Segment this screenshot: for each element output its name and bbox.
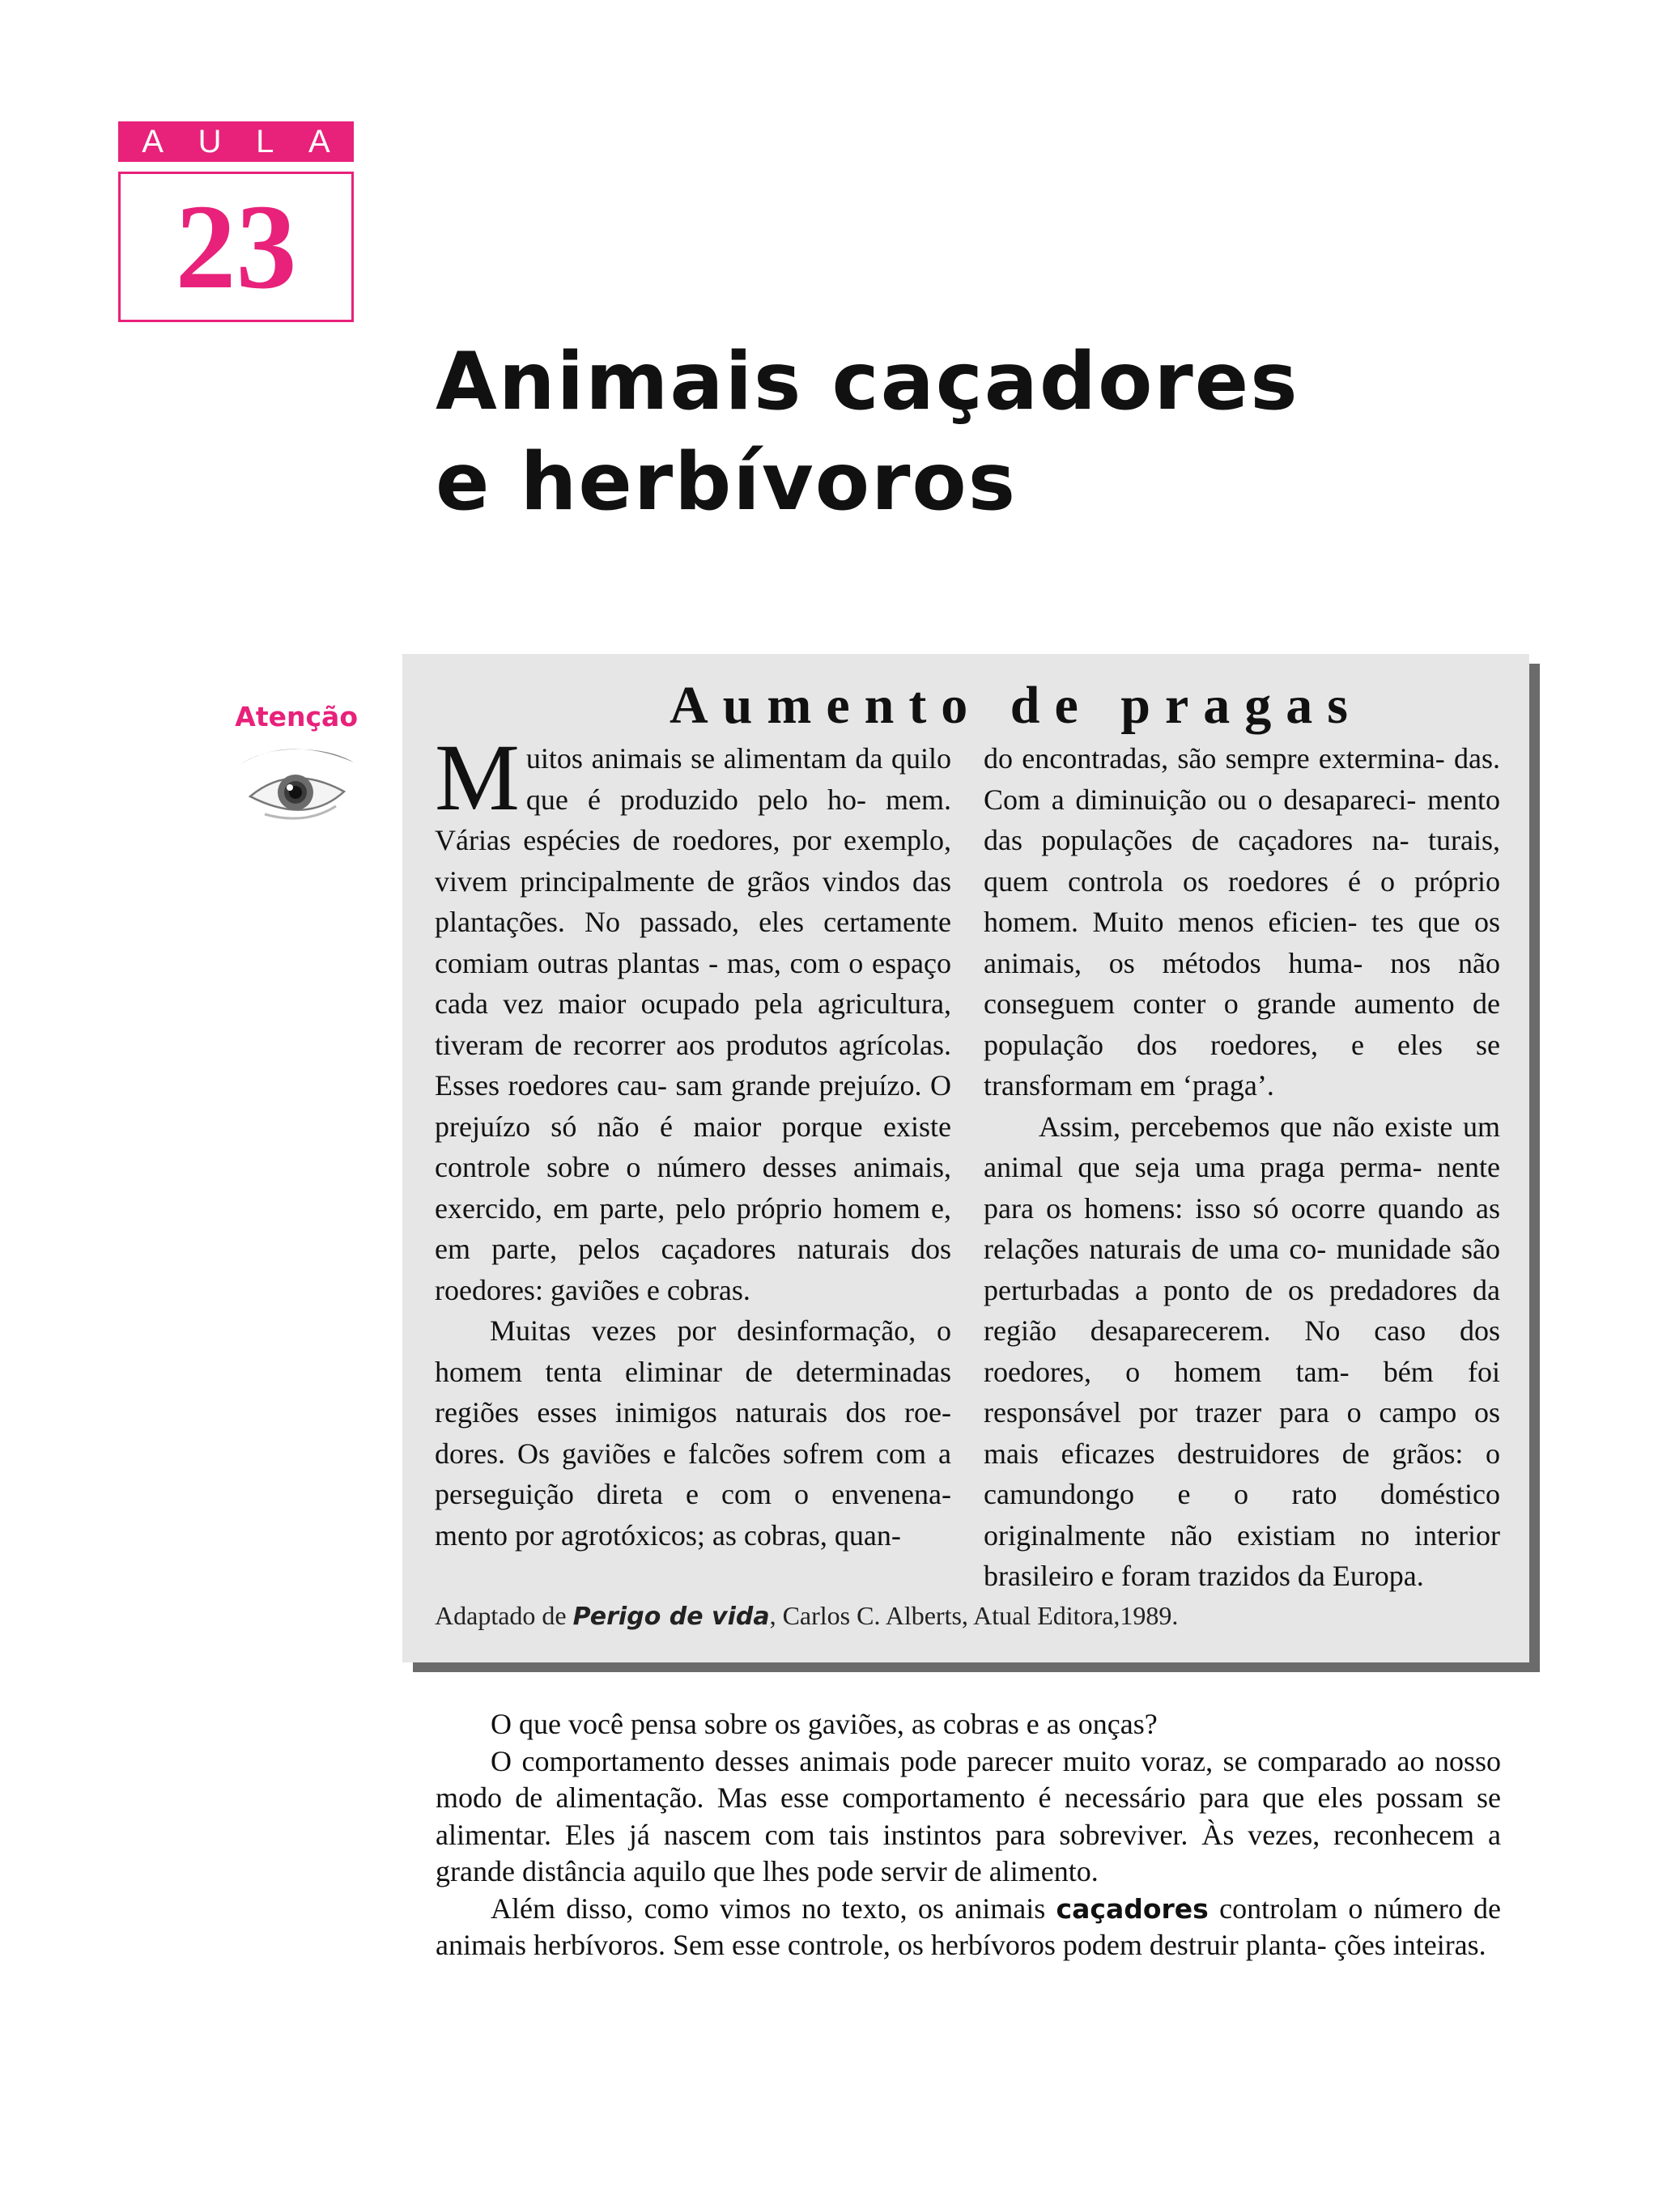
page-title-line-2: e herbívoros	[436, 436, 1018, 529]
box-title: Aumento de pragas	[669, 676, 1363, 735]
eye-icon	[232, 738, 358, 831]
box-paragraph-text: uitos animais se alimentam da quilo que é produzido pelo ho- mem. Várias espécies de roedores, por exemplo, vivem principalmente de grãos vindos das plantações. No passado, eles certamente comiam outras plantas - mas, com o espaço cada vez maior ocupado pela agricultura, tiveram de recorrer aos produtos agrícolas. Esses roedores cau- sam grande prejuízo. O prejuízo só não é maior porque existe controle sobre o número desses animais, exercido, em parte, pelo próprio homem e, em parte, pelos caçadores naturais dos roedores: gaviões e cobras.	[435, 742, 951, 1306]
body-text-segment: Além disso, como vimos no texto, os animais	[491, 1891, 1056, 1925]
box-paragraph: do encontradas, são sempre extermina- das. Com a diminuição ou o desapareci- mento das populações de caçadores na- turais, quem controla os roedores é o próprio homem. Muito menos eficien- tes que os animais, os métodos huma- nos não conseguem conter o grande aumento de população dos roedores, e eles se transformam em ‘praga’.	[984, 742, 1500, 1102]
body-paragraph: O que você pensa sobre os gaviões, as cobras e as onças?	[491, 1708, 1158, 1740]
drop-cap: M	[435, 724, 520, 830]
box-paragraph: Assim, percebemos que não existe um animal que seja uma praga perma- nente para os homens: isso só ocorre quando as relações naturais de uma co- munidade são perturbadas a ponto de os predadores da região desaparecerem. No caso dos roedores, o homem tam- bém foi responsável por trazer para o campo os mais eficazes destruidores de grãos: o camundongo e o rato doméstico originalmente não existiam no interior brasileiro e foram trazidos da Europa.	[984, 1110, 1500, 1592]
box-paragraph: Muitas vezes por desinformação, o homem tenta eliminar de determinadas regiões esses inimigos naturais dos roe- dores. Os gaviões e falcões sofrem com a perseguição direta e com o envenena- mento por agrotóxicos; as cobras, quan-	[435, 1314, 951, 1552]
box-paragraph	[435, 724, 951, 1310]
page-title	[436, 332, 1407, 533]
lesson-label-letter: A	[142, 123, 164, 159]
source-citation	[435, 1601, 1178, 1631]
source-title: Perigo de vida	[572, 1603, 770, 1631]
highlighted-term: caçadores	[1056, 1892, 1209, 1925]
box-columns	[435, 724, 1500, 1597]
box-column-2	[984, 738, 1500, 1597]
body-paragraph: O comportamento desses animais pode parecer muito voraz, se comparado ao nosso modo de alimentação. Mas esse comportamento é necessário para que eles possam se alimentar. Eles já nascem com tais instintos para sobreviver. Às vezes, reconhecem a grande distância aquilo que lhes pode servir de alimento.	[436, 1744, 1501, 1887]
page-title-line-1: Animais caçadores	[436, 336, 1299, 428]
lesson-label-letter: A	[308, 123, 330, 159]
body-text	[436, 1706, 1501, 1964]
source-suffix: , Carlos C. Alberts, Atual Editora,1989.	[769, 1601, 1179, 1630]
body-text-segment: controlam o número de animais herbívoros. Sem esse controle, os herbívoros podem destruir planta- ções inteiras.	[436, 1891, 1501, 1961]
attention-label: Atenção	[235, 701, 358, 732]
lesson-number: 23	[118, 172, 354, 322]
box-column-1	[435, 724, 951, 1597]
lesson-label-letter: L	[256, 123, 274, 159]
reading-box	[402, 654, 1529, 1662]
lesson-label	[118, 121, 354, 162]
body-paragraph	[436, 1891, 1501, 1964]
source-prefix: Adaptado de	[435, 1601, 573, 1630]
lesson-label-letter: U	[198, 123, 222, 159]
